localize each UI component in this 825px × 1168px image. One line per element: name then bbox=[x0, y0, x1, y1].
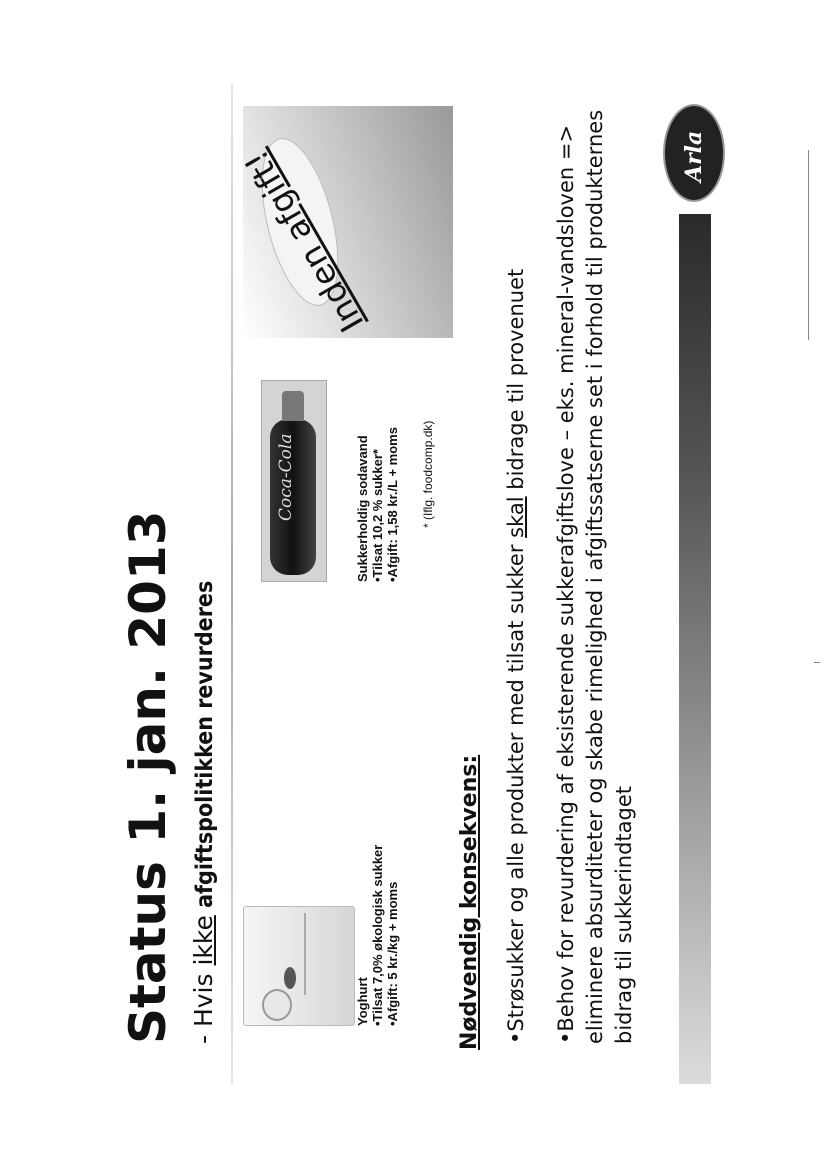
carton-logo bbox=[284, 967, 296, 989]
slide-subtitle bbox=[189, 581, 218, 1044]
soda-sugar: •Tilsat 10,2 % sukker* bbox=[370, 449, 385, 582]
yoghurt-tax: •Afgift: 5 kr./kg + moms bbox=[385, 881, 400, 1026]
footer-bar bbox=[679, 214, 711, 1084]
consequence-heading: Nødvendig konsekvens: bbox=[457, 754, 482, 1050]
yoghurt-carton-image bbox=[243, 906, 355, 1026]
soda-bottle-image bbox=[261, 380, 327, 582]
subtitle-prefix: - Hvis bbox=[189, 965, 218, 1044]
arla-logo-text: Arla bbox=[681, 130, 707, 182]
bullet-1-after: bidrage til provenuet bbox=[504, 268, 528, 497]
footnote: * (Iflg. foodcomp.dk) bbox=[421, 420, 435, 528]
bullet-1-before: •Strøsukker og alle produkter med tilsat sukker bbox=[504, 537, 528, 1044]
arla-logo bbox=[663, 104, 725, 202]
scan-mark-top bbox=[808, 150, 809, 340]
yoghurt-info bbox=[355, 845, 400, 1026]
bottle-neck bbox=[282, 391, 304, 421]
soda-name: Sukkerholdig sodavand bbox=[355, 435, 370, 582]
carton-cap bbox=[262, 989, 292, 1021]
soda-tax: •Afgift: 1,58 kr./L + moms bbox=[385, 427, 400, 582]
bullet-1-emphasis: skal bbox=[504, 496, 528, 538]
bottle-label: Coca-Cola bbox=[276, 433, 296, 521]
stamp-text: Inden afgift! bbox=[236, 143, 372, 339]
bullet-1 bbox=[502, 104, 531, 1044]
slide-title: Status 1. jan. 2013 bbox=[119, 510, 177, 1044]
yoghurt-name: Yoghurt bbox=[355, 977, 370, 1026]
subtitle-ikke: ikke bbox=[189, 915, 218, 966]
carton-band bbox=[304, 913, 306, 995]
title-rule bbox=[231, 84, 233, 1084]
bullet-2: •Behov for revurdering af eksisterende sukkerafgiftslove – eks. mineral-vandsloven => eliminere absurditeter og skabe rimelighed i afgiftssatserne set i forhold til produkternes bidrag til sukkerindtaget bbox=[554, 109, 636, 1044]
soda-info bbox=[355, 427, 400, 582]
bullet-list bbox=[502, 104, 660, 1044]
scan-mark-right bbox=[814, 662, 820, 663]
slide bbox=[97, 84, 727, 1084]
yoghurt-sugar: •Tilsat 7,0% økologisk sukker bbox=[370, 844, 385, 1026]
subtitle-rest: afgiftspolitikken revurderes bbox=[192, 580, 218, 916]
